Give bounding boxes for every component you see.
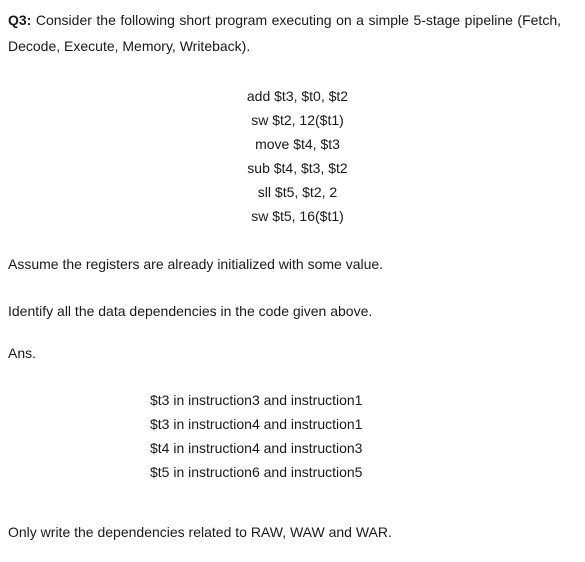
question-paragraph	[8, 7, 561, 59]
code-line: sub $t4, $t3, $t2	[247, 160, 348, 176]
code-line: sw $t2, 12($t1)	[251, 112, 344, 128]
question-number: Q3:	[8, 12, 32, 28]
code-line: sll $t5, $t2, 2	[257, 184, 338, 200]
question-text: Consider the following short program executing on a simple 5-stage pipeline (Fetch, Decode, Execute, Memory, Writeback).	[8, 12, 561, 54]
code-line: sw $t5, 16($t1)	[251, 208, 344, 224]
task-text: Identify all the data dependencies in the code given above.	[8, 303, 373, 319]
answer-item: $t4 in instruction4 and instruction3	[150, 440, 363, 456]
answer-item: $t5 in instruction6 and instruction5	[150, 464, 363, 480]
code-block	[0, 84, 585, 228]
code-line: add $t3, $t0, $t2	[246, 88, 349, 104]
answer-item: $t3 in instruction4 and instruction1	[150, 416, 363, 432]
answer-list	[150, 388, 362, 484]
answer-item: $t3 in instruction3 and instruction1	[150, 392, 363, 408]
answer-label: Ans.	[8, 345, 37, 361]
assumption-text: Assume the registers are already initialized with some value.	[8, 256, 384, 272]
note-text: Only write the dependencies related to RAW, WAW and WAR.	[8, 524, 392, 540]
code-line: move $t4, $t3	[255, 136, 340, 152]
